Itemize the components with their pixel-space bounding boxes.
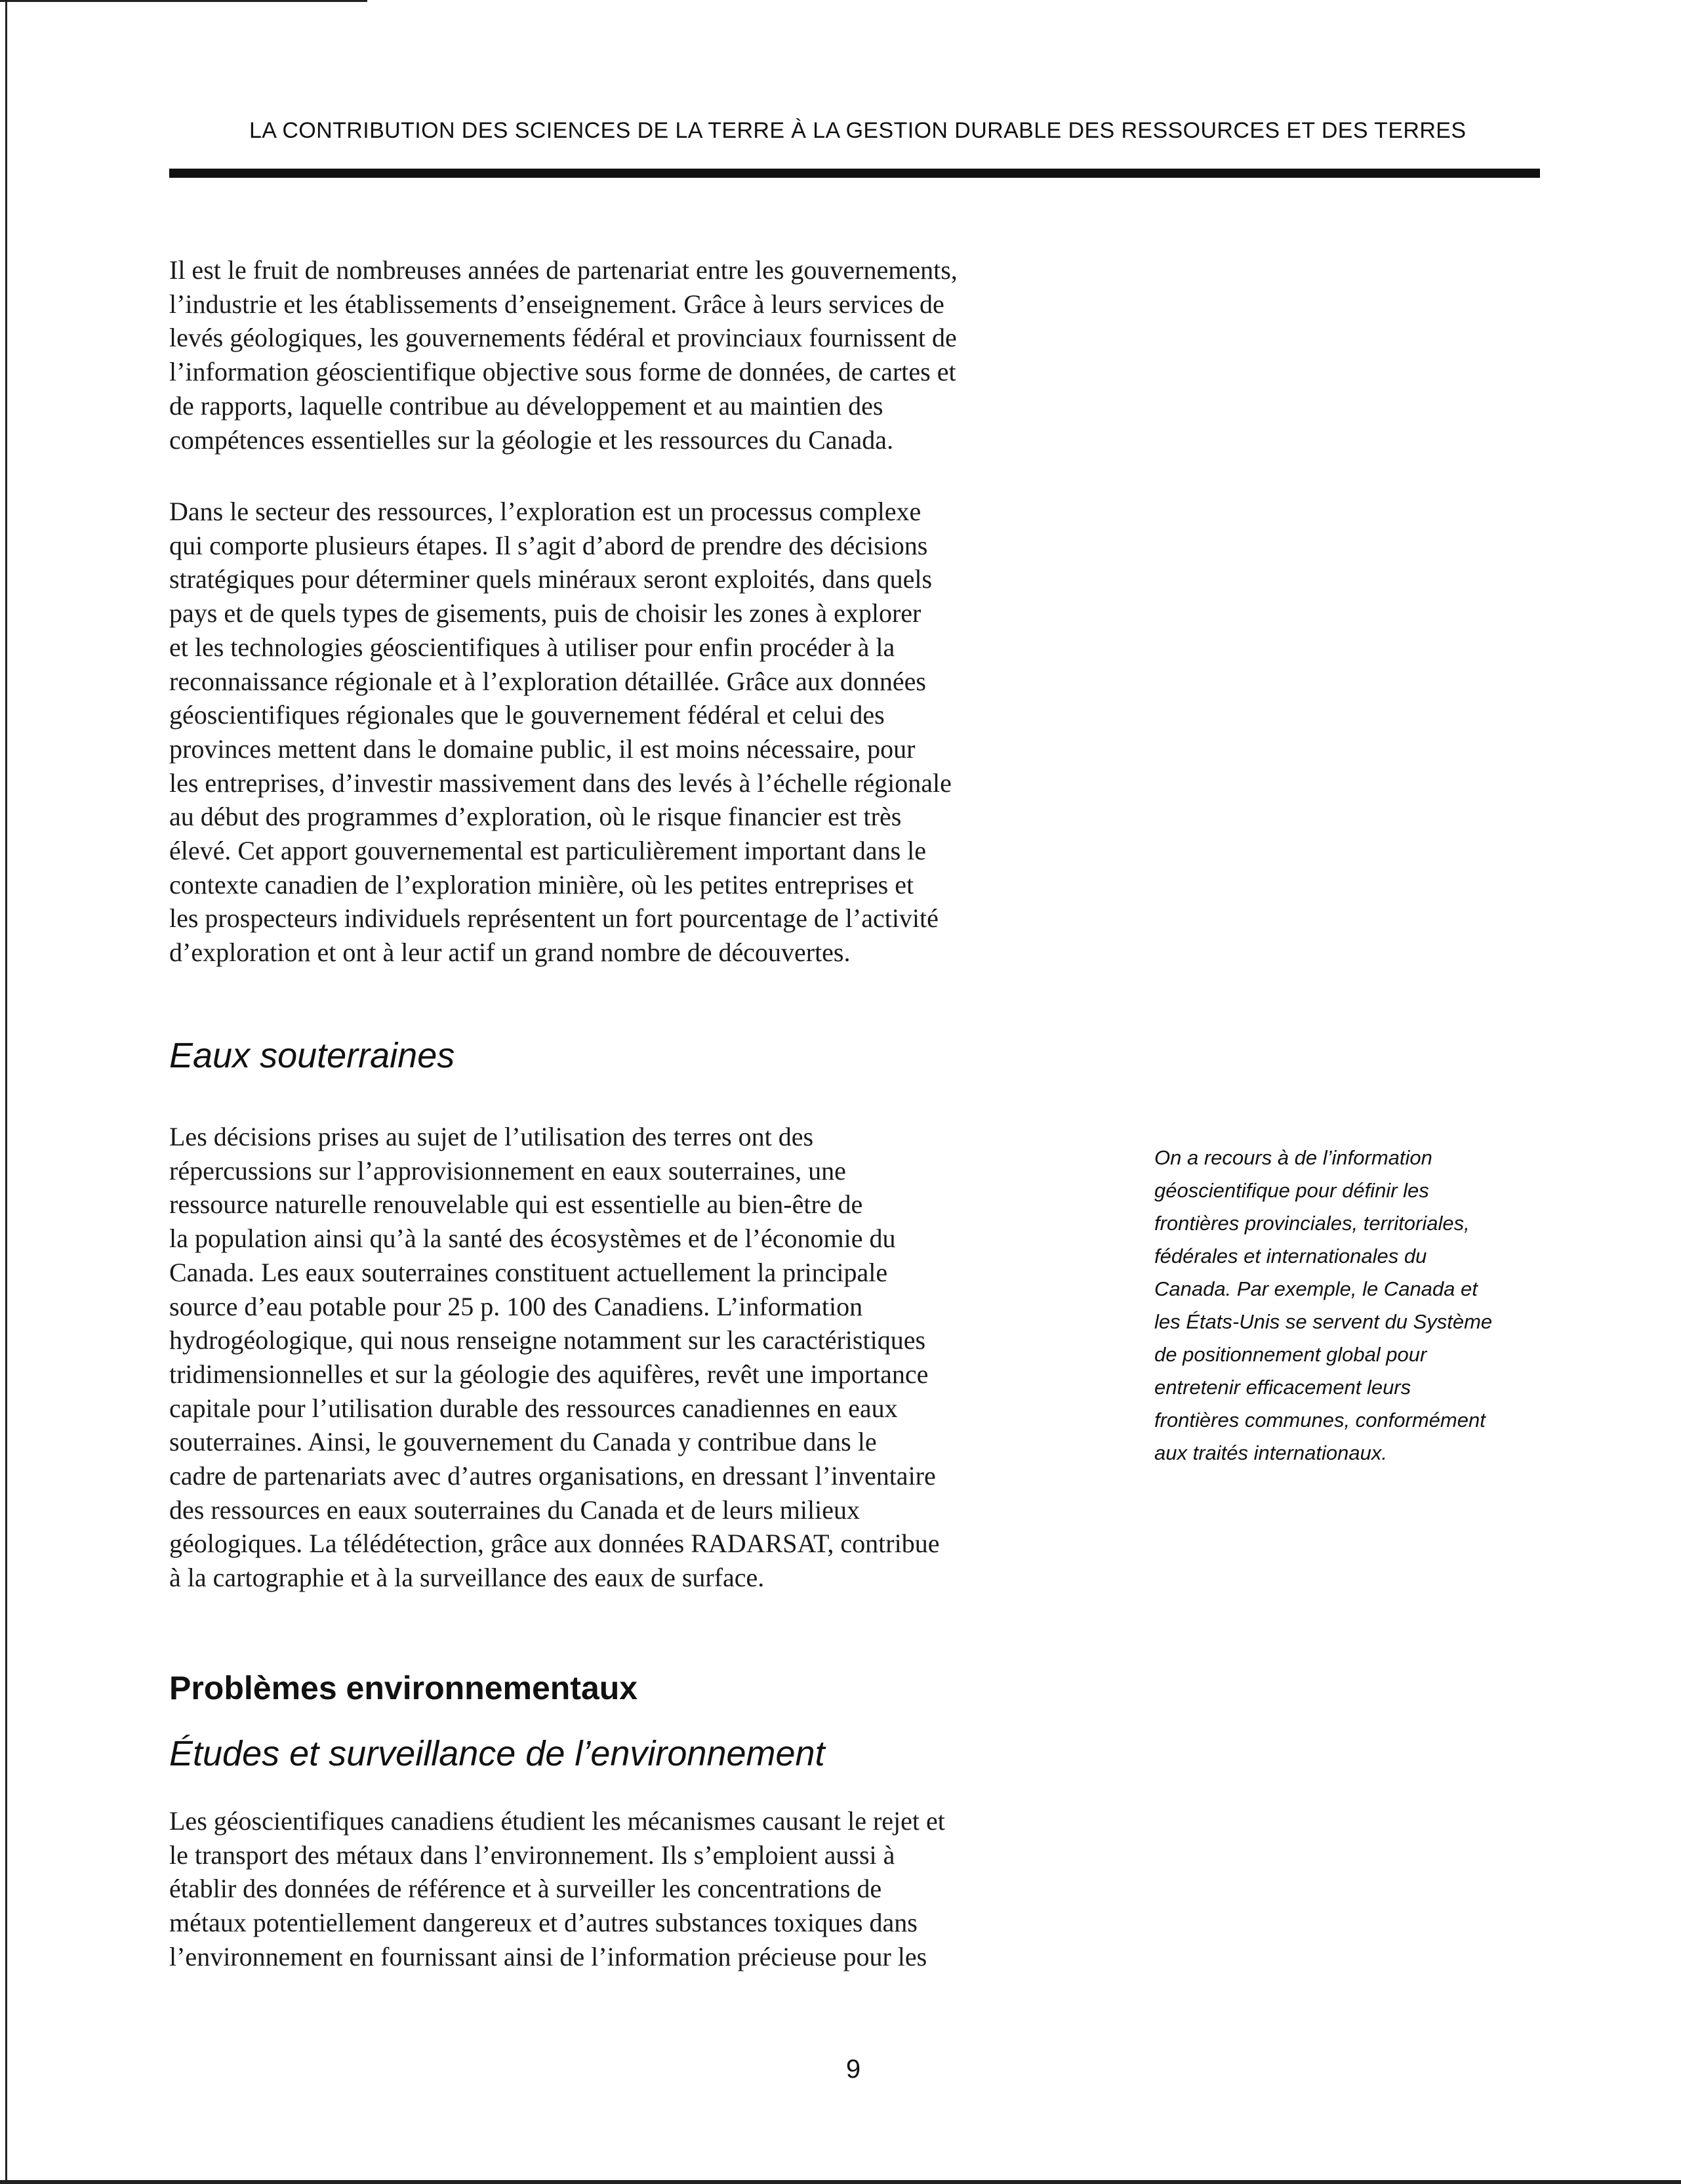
text-line: l’environnement en fournissant ainsi de l’information précieuse pour les [169,1941,927,1971]
text-line: Les géoscientifiques canadiens étudient les mécanismes causant le rejet et [169,1806,945,1836]
text-line: reconnaissance régionale et à l’exploration détaillée. Grâce aux données [169,666,926,696]
sidebar-line: de positionnement global pour [1154,1343,1427,1366]
text-line: provinces mettent dans le domaine public, il est moins nécessaire, pour [169,733,916,764]
heading-eaux-souterraines: Eaux souterraines [169,1036,455,1075]
sidebar-line: frontières provinciales, territoriales, [1154,1212,1470,1235]
sidebar-line: entretenir efficacement leurs [1154,1376,1411,1399]
text-line: souterraines. Ainsi, le gouvernement du Canada y contribue dans le [169,1427,877,1457]
text-line: levés géologiques, les gouvernements fédéral et provinciaux fournissent de [169,323,957,353]
sidebar-line: frontières communes, conformément [1154,1409,1486,1432]
text-line: source d’eau potable pour 25 p. 100 des Canadiens. L’information [169,1291,863,1321]
text-line: établir des données de référence et à surveiller les concentrations de [169,1874,882,1904]
text-line: géologiques. La télédétection, grâce aux données RADARSAT, contribue [169,1529,940,1559]
text-line: hydrogéologique, qui nous renseigne notamment sur les caractéristiques [169,1325,926,1355]
text-line: l’industrie et les établissements d’enseignement. Grâce à leurs services de [169,289,944,319]
paragraph-groundwater [169,1120,1127,1595]
paragraph-environment [169,1804,1127,1974]
text-line: Canada. Les eaux souterraines constituent actuellement la principale [169,1257,888,1287]
text-line: des ressources en eaux souterraines du Canada et de leurs milieux [169,1494,860,1525]
sidebar-line: aux traités internationaux. [1154,1441,1387,1464]
text-line: le transport des métaux dans l’environnement. Ils s’emploient aussi à [169,1840,895,1870]
text-line: tridimensionnelles et sur la géologie des aquifères, revêt une importance [169,1359,929,1389]
text-line: Les décisions prises au sujet de l’utilisation des terres ont des [169,1122,814,1151]
text-line: Dans le secteur des ressources, l’exploration est un processus complexe [169,497,922,526]
text-line: à la cartographie et à la surveillance des eaux de surface. [169,1563,765,1593]
text-line: Il est le fruit de nombreuses années de partenariat entre les gouvernements, [169,255,958,285]
text-line: les entreprises, d’investir massivement dans des levés à l’échelle régionale [169,768,952,798]
scan-edge-top [0,0,367,2]
text-line: géoscientifiques régionales que le gouvernement fédéral et celui des [169,700,885,730]
text-line: les prospecteurs individuels représentent un fort pourcentage de l’activité [169,903,939,934]
running-header: LA CONTRIBUTION DES SCIENCES DE LA TERRE À LA GESTION DURABLE DES RESSOURCES ET DES TERRES [249,118,1467,143]
text-line: et les technologies géoscientifiques à utiliser pour enfin procéder à la [169,632,895,662]
sidebar-line: Canada. Par exemple, le Canada et [1154,1277,1478,1300]
sidebar-line: géoscientifique pour définir les [1154,1179,1429,1202]
header-rule [169,169,1540,178]
page-number: 9 [845,2055,861,2084]
paragraph-partnership [169,253,1127,457]
text-line: pays et de quels types de gisements, puis de choisir les zones à explorer [169,598,922,628]
text-line: compétences essentielles sur la géologie et les ressources du Canada. [169,424,894,455]
text-line: stratégiques pour déterminer quels minéraux seront exploités, dans quels [169,564,933,594]
text-line: contexte canadien de l’exploration minière, où les petites entreprises et [169,869,914,899]
scan-edge-left [5,0,7,2184]
sidebar-line: les États-Unis se servent du Système [1154,1310,1493,1333]
text-line: capitale pour l’utilisation durable des ressources canadiennes en eaux [169,1393,898,1423]
sidebar-line: On a recours à de l’information [1154,1146,1432,1169]
text-line: élevé. Cet apport gouvernemental est particulièrement important dans le [169,836,927,866]
text-line: répercussions sur l’approvisionnement en eaux souterraines, une [169,1155,846,1185]
text-line: l’information géoscientifique objective sous forme de données, de cartes et [169,357,956,387]
text-line: d’exploration et ont à leur actif un grand nombre de découvertes. [169,937,851,968]
heading-problemes-environnementaux: Problèmes environnementaux [169,1670,638,1706]
text-line: qui comporte plusieurs étapes. Il s’agit d’abord de prendre des décisions [169,530,928,560]
paragraph-exploration [169,495,1127,970]
text-line: la population ainsi qu’à la santé des écosystèmes et de l’économie du [169,1224,896,1254]
scan-edge-bottom [0,2180,1681,2184]
text-line: au début des programmes d’exploration, où le risque financier est très [169,802,902,832]
text-line: métaux potentiellement dangereux et d’autres substances toxiques dans [169,1908,918,1938]
text-line: cadre de partenariats avec d’autres organisations, en dressant l’inventaire [169,1461,936,1491]
heading-etudes-surveillance: Études et surveillance de l’environnement [169,1734,825,1773]
text-line: de rapports, laquelle contribue au développement et au maintien des [169,390,883,421]
sidebar-note [1154,1142,1548,1470]
text-line: ressource naturelle renouvelable qui est essentielle au bien-être de [169,1189,863,1220]
sidebar-line: fédérales et internationales du [1154,1245,1427,1267]
